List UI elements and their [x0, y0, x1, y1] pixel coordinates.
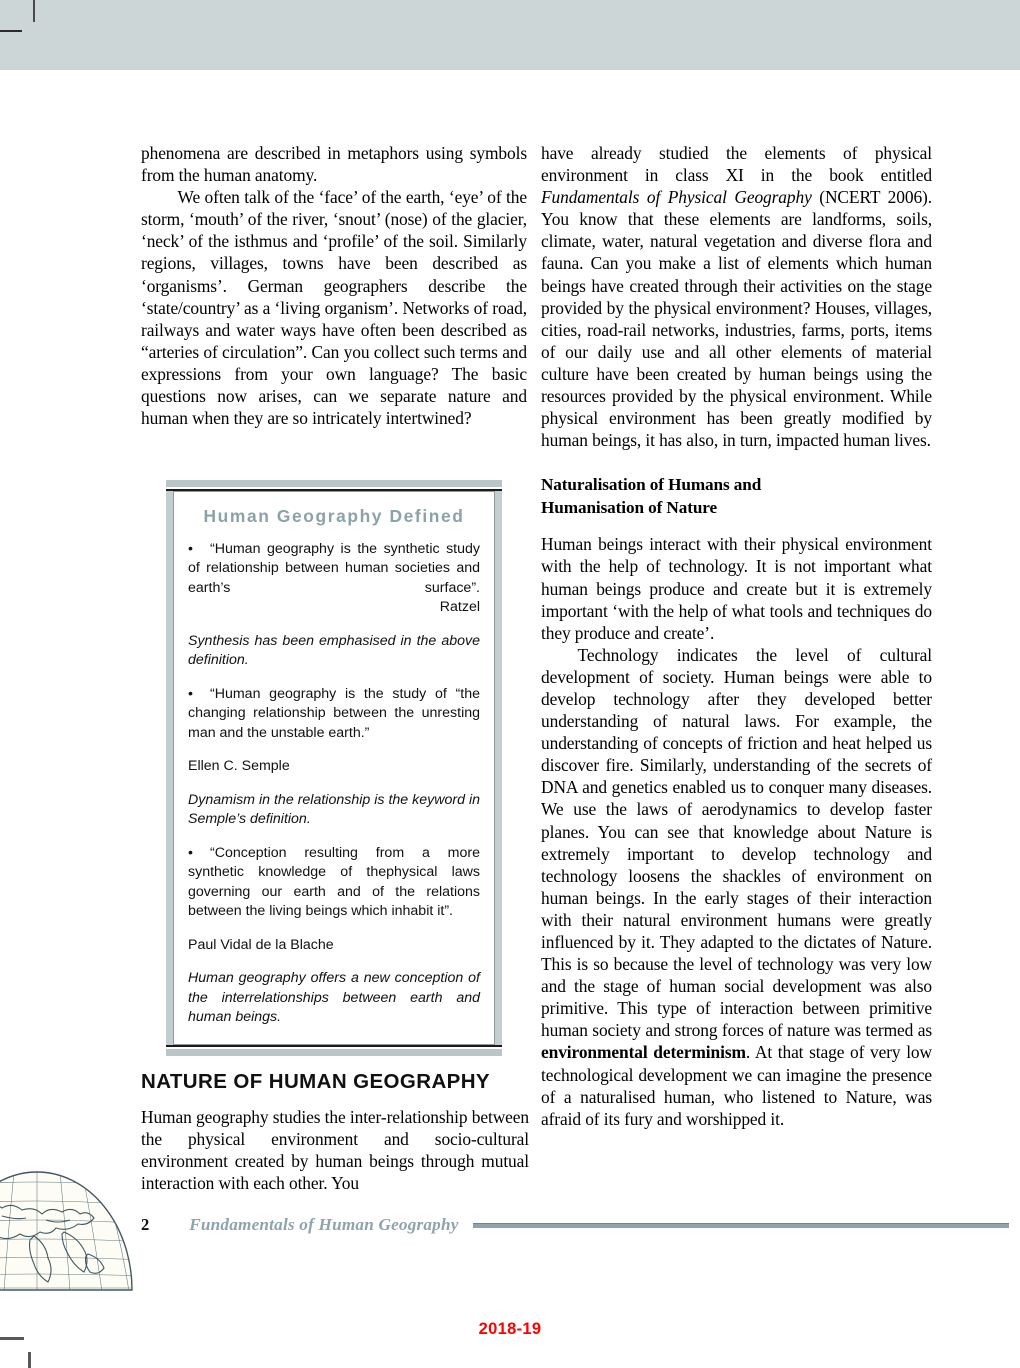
- paragraph-continued-left: phenomena are described in metaphors using symbols from the human anatomy.: [141, 143, 527, 186]
- box-quote-blache: [188, 844, 480, 922]
- box-quote-text: “Human geography is the study of “the changing relationship between the unresting man and the unstable earth.”: [188, 685, 480, 741]
- page-footer: [141, 1215, 1009, 1235]
- edition-year-mark: 2018-19: [478, 1320, 542, 1338]
- box-quote-ratzel: [188, 540, 480, 618]
- left-column: [141, 142, 527, 429]
- globe-hemisphere-illustration: [0, 1162, 136, 1294]
- box-note-conception: Human geography offers a new conception of the interrelationships between earth and human beings.: [188, 970, 480, 1025]
- box-frame: [166, 491, 502, 1045]
- box-top-band: [166, 480, 502, 487]
- paragraph-metaphors: We often talk of the ‘face’ of the earth, ‘eye’ of the storm, ‘mouth’ of the river, ‘snout’ (nose) of the glacier, ‘neck’ of the isthmus and ‘profile’ of the soil. Similarly regions, villages, towns have been described as ‘organisms’. German geographers describe the ‘state/country’ as a ‘living organism’. Networks of road, railways and water ways have often been described as “arteries of circulation”. Can you collect such terms and expressions from your own language? The basic questions now arises, can we separate nature and human when they are so intricately intertwined?: [141, 187, 527, 429]
- box-quote-semple: [188, 685, 480, 744]
- crop-mark-left: [0, 30, 22, 32]
- text-pre-italic: have already studied the elements of physical environment in class XI in the book entitled: [541, 143, 932, 186]
- box-inner: [173, 491, 495, 1045]
- text-post-italic: (NCERT 2006). You know that these elements are landforms, soils, climate, water, natural vegetation and diverse flora and fauna. Can you make a list of elements which human beings have created through their activities on the stage provided by the physical environment? Houses, villages, cities, road-rail networks, industries, farms, ports, items of our daily use and all other elements of material culture have been created by human beings using the resources provided by the physical environment. While physical environment has been greatly modified by human beings, it has also, in turn, impacted human lives.: [541, 187, 932, 451]
- term-environmental-determinism: environmental determinism: [541, 1042, 746, 1063]
- paragraph-continued-right: [541, 142, 932, 451]
- footer-book-title: Fundamentals of Human Geography: [189, 1215, 459, 1234]
- sub-heading-line-1: Naturalisation of Humans and: [541, 475, 762, 495]
- paragraph-technology: [541, 644, 932, 1130]
- human-geography-defined-box: [166, 480, 502, 1056]
- text-pre-bold: Technology indicates the level of cultural development of society. Human beings were able to develop technology after they developed better understanding of natural laws. For example, the understanding of concepts of friction and heat helped us discover fire. Similarly, understanding of the secrets of DNA and genetics enabled us to conquer many diseases. We use the laws of aerodynamics to develop faster planes. You can see that knowledge about Nature is extremely important to develop technology and technology loosens the shackles of environment on human beings. In the early stages of their interaction with their natural environment humans were greatly influenced by it. They adapted to the dictates of Nature. This is so because the level of technology was very low and the stage of human social development was also primitive. This type of interaction between primitive human society and strong forces of nature was termed as: [541, 644, 932, 1041]
- crop-mark-top: [33, 0, 35, 22]
- bullet-glyph: •: [188, 844, 193, 861]
- section-heading-nature-of-human-geography: NATURE OF HUMAN GEOGRAPHY: [141, 1070, 491, 1093]
- box-note-synthesis: Synthesis has been emphasised in the above definition.: [188, 632, 480, 668]
- box-attribution-ratzel: Ratzel: [439, 599, 480, 615]
- top-printer-band: [0, 0, 1020, 70]
- paragraph-interaction: Human beings interact with their physical environment with the help of technology. It is not important what human beings produce and create but it is extremely important ‘with the help of what tools and techniques do they produce and create’.: [541, 534, 932, 643]
- bullet-glyph: •: [188, 685, 193, 702]
- paragraph-nature-of-human-geography: Human geography studies the inter-relationship between the physical environment and socio-cultural environment created by human beings through mutual interaction with each other. You: [141, 1107, 529, 1194]
- page-content: [0, 70, 1020, 1368]
- folio-number: 2: [141, 1215, 150, 1234]
- sub-heading-line-2: Humanisation of Nature: [541, 498, 718, 518]
- box-note-dynamism: Dynamism in the relationship is the keyword in Semple’s definition.: [188, 791, 480, 827]
- box-quote-text: “Human geography is the synthetic study of relationship between human societies and earth’s surface”.: [188, 540, 480, 596]
- book-title-italic: Fundamentals of Physical Geography: [541, 187, 812, 208]
- bullet-glyph: •: [188, 540, 193, 557]
- text-post-bold: . At that stage of very low technological development we can imagine the presence of a naturalised human, who listened to Nature, was afraid of its fury and worshipped it.: [541, 1042, 932, 1129]
- box-bottom-band: [166, 1049, 502, 1056]
- box-attribution-semple: Ellen C. Semple: [188, 758, 290, 774]
- box-title: Human Geography Defined: [203, 506, 465, 526]
- sub-heading-naturalisation: [541, 473, 932, 519]
- right-column: [541, 142, 932, 1130]
- box-attribution-blache: Paul Vidal de la Blache: [188, 936, 334, 953]
- globe-svg: [0, 1162, 136, 1294]
- box-quote-text: “Conception resulting from a more synthetic knowledge of thephysical laws governing our earth and of the relations between the living beings which inhabit it”.: [188, 844, 480, 919]
- footer-rule: [473, 1223, 1009, 1228]
